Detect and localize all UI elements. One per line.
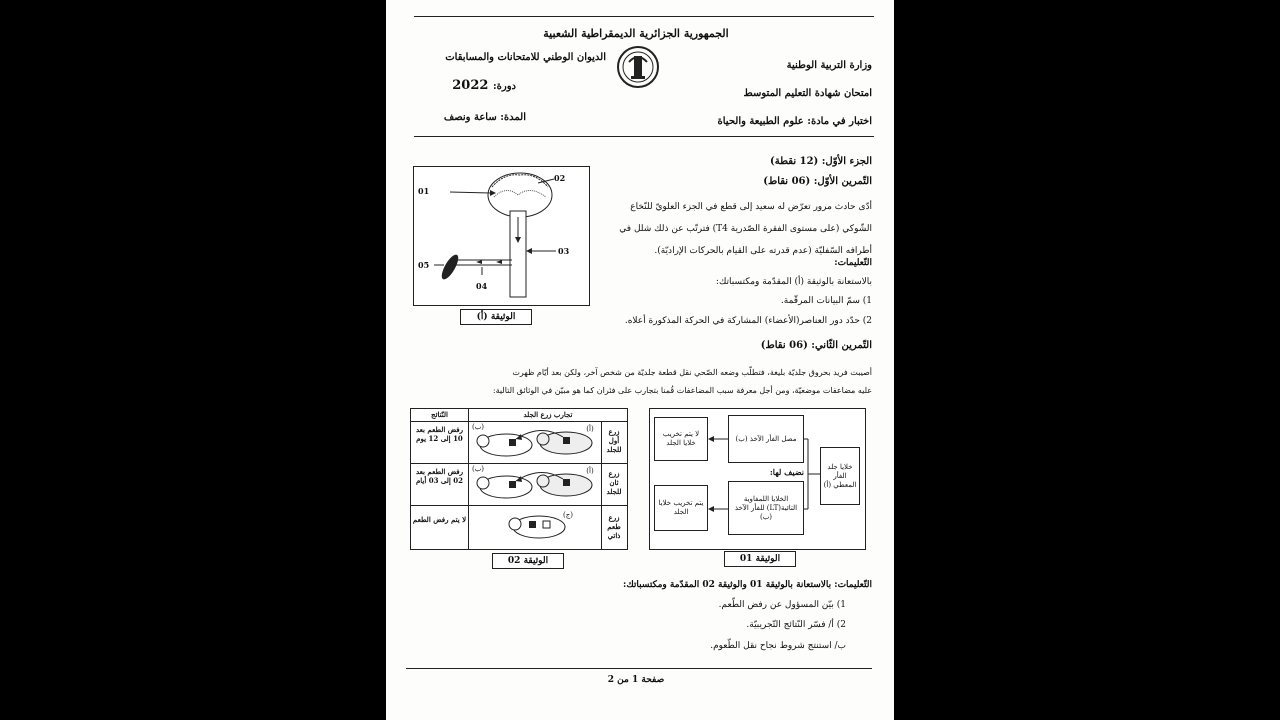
tag-b: (ب)	[471, 423, 485, 431]
ex2-question-1: 1) بيّن المسؤول عن رفض الطّعم.	[718, 600, 846, 610]
donor-skin-cells-box: خلايا جلد الفأر المعطي (أ)	[820, 447, 860, 505]
table-row-label: زرع طعم ذاتي	[607, 513, 621, 540]
ex1-text-line: الشّوكي (على مستوى الفقرة الصّدرية T4) فترتّب عن ذلك شلل في	[619, 224, 872, 234]
ex1-text-line: أدّى حادث مرور تعرّض له سعيد إلى قطع في الجزء العلويّ للنّخاع	[630, 202, 872, 212]
serum-box: مصل الفأر الآخذ (ب)	[728, 415, 804, 463]
ex1-title: التّمرين الأوّل: (06 نقاط)	[763, 176, 872, 187]
table-row-result: رفض الطعم بعد 10 إلى 12 يوم	[415, 425, 464, 443]
page-number: صفحة 1 من 2	[607, 675, 665, 685]
exam-name: امتحان شهادة التعليم المتوسط	[743, 88, 872, 99]
ex2-title: التّمرين الثّاني: (06 نقاط)	[760, 340, 872, 351]
ministry-name: وزارة التربية الوطنية	[786, 60, 872, 71]
tag-a: (أ)	[586, 425, 594, 433]
mouse-pair-icon	[471, 423, 599, 461]
ex2-text	[406, 364, 872, 400]
office-name: الديوان الوطني للامتحانات والمسابقات	[445, 52, 606, 63]
table-row-label: زرع أول للجلد	[606, 427, 622, 454]
duration: المدة: ساعة ونصف	[443, 112, 526, 123]
doc-02-caption: الوثيقة 02	[492, 553, 564, 569]
col-results-header: النّتائج	[431, 410, 448, 419]
doc-a-figure	[413, 166, 590, 306]
doc-02-table	[410, 408, 628, 550]
tag-b: (ب)	[471, 465, 485, 473]
mouse-pair-icon	[471, 465, 599, 503]
ex1-text	[598, 196, 872, 262]
table-row-result: لا يتم رفض الطعم	[412, 515, 467, 524]
exam-paper	[386, 0, 894, 720]
header-rule	[414, 136, 874, 137]
ex2-text-line: عليه مضاعفات موضعيّة، ومن أجل معرفة سبب المضاعفات قُمنا بتجارب على فئران كما هو مبيّن في الوثائق التالية:	[492, 386, 872, 395]
destroy-box: يتم تخريب خلايا الجلد	[654, 485, 708, 531]
label-05: 05	[418, 260, 430, 270]
table-row-label: زرع ثان للجلد	[606, 469, 622, 496]
no-destroy-box: لا يتم تخريب خلايا الجلد	[654, 417, 708, 461]
ex1-question-2: 2) حدّد دور العناصر(الأعضاء) المشاركة في الحركة المذكورة أعلاه.	[624, 316, 872, 326]
national-emblem-icon	[615, 44, 661, 90]
ex2-instructions: التّعليمات: بالاستعانة بالوثيقة 01 والوثيقة 02 المقدّمة ومكتسباتك:	[623, 580, 872, 590]
tag-c: (ج)	[563, 511, 573, 519]
label-02: 02	[554, 173, 566, 183]
doc-a-caption: الوثيقة (أ)	[460, 309, 532, 325]
spinal-cord-diagram	[414, 167, 589, 305]
ex1-text-line: أطرافه السّفليّة (عدم قدرته على القيام بالحركات الإراديّة).	[654, 246, 872, 256]
republic-title: الجمهورية الجزائرية الديمقراطية الشعبية	[543, 27, 729, 40]
ex1-question-1: 1) سمّ البيانات المرقّمة.	[780, 296, 872, 306]
table-row-result: رفض الطعم بعد 02 إلى 03 أيام	[415, 467, 464, 485]
doc-01-diagram	[649, 408, 866, 550]
subject: اختبار في مادة: علوم الطبيعة والحياة	[717, 116, 872, 127]
label-04: 04	[476, 281, 488, 291]
col-experiments-header: تجارب زرع الجلد	[523, 410, 573, 419]
part1-title: الجزء الأوّل: (12 نقطة)	[769, 156, 872, 167]
top-rule	[414, 16, 874, 17]
tag-a: (أ)	[586, 467, 594, 475]
lt-cells-box: الخلايا اللمفاوية التائية(LT) للفأر الآخذ (ب)	[728, 481, 804, 535]
footer-rule	[406, 668, 872, 669]
label-03: 03	[558, 246, 570, 256]
add-label: نضيف لها:	[769, 467, 804, 477]
ex1-instructions-title: التّعليمات:	[834, 258, 872, 268]
ex2-question-2a: 2) أ/ فسّر النّتائج التّجريبيّة.	[746, 620, 846, 630]
ex2-question-2b: ب/ استنتج شروط نجاح نقل الطّعوم.	[710, 641, 846, 651]
session-label: دورة:	[492, 81, 516, 92]
ex2-text-line: أصيبت فريد بحروق جلديّة بليغة، فتطلّب وضعه الصّحي نقل قطعة جلديّة من شخص آخر، ولكن بعد أيّام ظهرت	[512, 368, 872, 377]
label-01: 01	[418, 186, 430, 196]
doc-01-caption: الوثيقة 01	[724, 551, 796, 567]
session	[416, 78, 516, 93]
ex1-instructions-intro: بالاستعانة بالوثيقة (أ) المقدّمة ومكتسباتك:	[715, 277, 872, 287]
session-year: 2022	[452, 78, 489, 93]
